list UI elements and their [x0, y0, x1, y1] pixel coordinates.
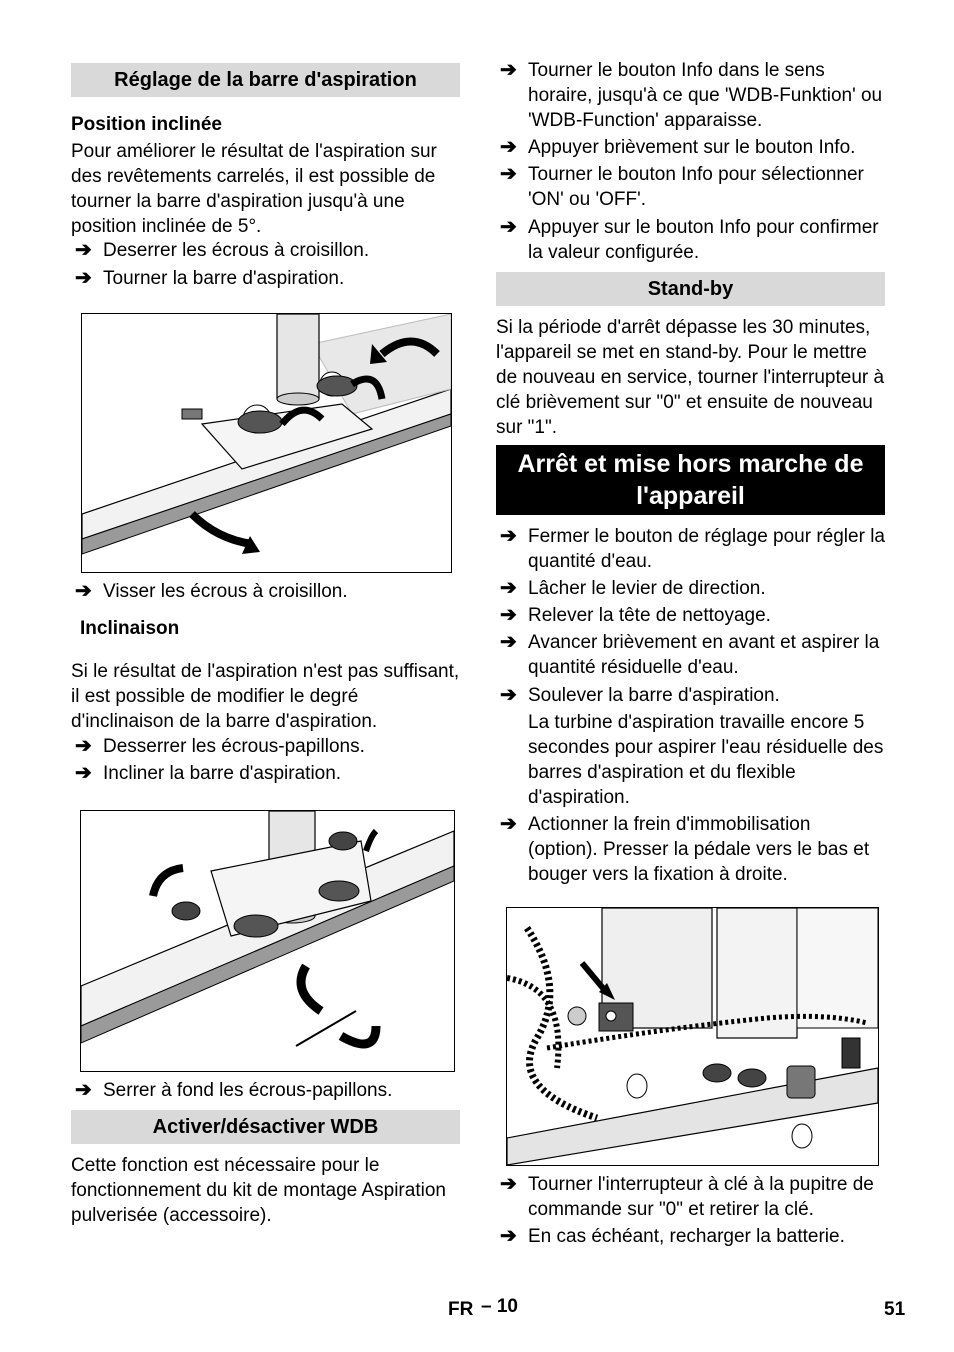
arrow-right-icon: ➔	[500, 136, 517, 158]
step-text: Incliner la barre d'aspiration.	[103, 763, 342, 784]
squeegee-illustration	[82, 314, 451, 572]
para-wdb: Cette fonction est nécessaire pour le fonctionnement du kit de montage Aspiration pulverisée (accessoire).	[71, 1155, 446, 1226]
para-standby: Si la période d'arrêt dépasse les 30 minutes, l'appareil se met en stand-by. Pour le mettre de nouveau en service, tourner l'interrupteur à clé brièvement sur "0" et ensuite de nouveau sur "1".	[496, 317, 885, 438]
step-item	[496, 1224, 885, 1249]
step-text: Tourner l'interrupteur à clé à la pupitre de commande sur "0" et retirer la clé.	[528, 1174, 874, 1220]
figure-squeegee-tilt	[80, 810, 455, 1072]
arrow-right-icon: ➔	[500, 525, 517, 547]
step-text: Actionner la frein d'immobilisation (option). Presser la pédale vers le bas et bouger vers la fixation à droite.	[528, 814, 870, 885]
step-text: Tourner le bouton Info pour sélectionner 'ON' ou 'OFF'.	[528, 164, 864, 210]
step-item	[71, 266, 460, 291]
figure-parking-brake	[506, 907, 879, 1166]
para-position: Pour améliorer le résultat de l'aspiration sur des revêtements carrelés, il est possible de tourner la barre d'aspiration jusqu'à une position inclinée de 5°.	[71, 141, 437, 237]
arrow-right-icon: ➔	[500, 631, 517, 653]
step-item	[496, 135, 885, 160]
step-item	[496, 683, 885, 708]
section-title-wdb: Activer/désactiver WDB	[71, 1110, 460, 1144]
step-text: Relever la tête de nettoyage.	[528, 605, 771, 626]
section-title-standby: Stand-by	[496, 272, 885, 306]
arrow-right-icon: ➔	[500, 577, 517, 599]
arrow-right-icon: ➔	[500, 1173, 517, 1195]
arrow-right-icon: ➔	[75, 580, 92, 602]
footer-page-number: 51	[884, 1299, 906, 1320]
arrow-right-icon: ➔	[75, 239, 92, 261]
step-item	[496, 524, 885, 574]
step-text: Fermer le bouton de réglage pour régler la quantité d'eau.	[528, 526, 885, 572]
footer-language: FR	[448, 1299, 474, 1320]
arrow-right-icon: ➔	[500, 813, 517, 835]
step-text: Tourner la barre d'aspiration.	[103, 268, 345, 289]
step-item	[71, 1078, 460, 1103]
arrow-right-icon: ➔	[500, 59, 517, 81]
arrow-right-icon: ➔	[500, 163, 517, 185]
parking-brake-illustration	[507, 908, 878, 1165]
step-text: Appuyer brièvement sur le bouton Info.	[528, 137, 856, 158]
step-text: Appuyer sur le bouton Info pour confirmer la valeur configurée.	[528, 217, 879, 263]
figure-squeegee-rotate	[81, 313, 452, 573]
step-item	[71, 761, 460, 786]
step-text: Tourner le bouton Info dans le sens horaire, jusqu'à ce que 'WDB-Funktion' ou 'WDB-Function' apparaisse.	[528, 60, 883, 131]
footer-page-local: – 10	[481, 1296, 518, 1317]
step-item	[496, 576, 885, 601]
step-item	[71, 579, 460, 604]
arrow-right-icon: ➔	[500, 216, 517, 238]
step-text: Desserrer les écrous-papillons.	[103, 736, 365, 757]
step-text: En cas échéant, recharger la batterie.	[528, 1226, 845, 1247]
para-turbine: La turbine d'aspiration travaille encore 5 secondes pour aspirer l'eau résiduelle des barres d'aspiration et du flexible d'aspiration.	[528, 712, 884, 808]
step-item	[496, 58, 885, 133]
step-item	[71, 734, 460, 759]
step-text: Deserrer les écrous à croisillon.	[103, 240, 370, 261]
chapter-title-arret: Arrêt et mise hors marche de l'appareil	[496, 445, 885, 515]
step-item	[71, 238, 460, 263]
step-item	[496, 603, 885, 628]
arrow-right-icon: ➔	[75, 735, 92, 757]
step-text: Soulever la barre d'aspiration.	[528, 685, 780, 706]
arrow-right-icon: ➔	[75, 762, 92, 784]
step-item	[496, 812, 885, 887]
arrow-right-icon: ➔	[75, 267, 92, 289]
para-inclinaison: Si le résultat de l'aspiration n'est pas suffisant, il est possible de modifier le degré d'inclinaison de la barre d'aspiration.	[71, 661, 460, 732]
squeegee-tilt-illustration	[81, 811, 454, 1071]
step-text: Serrer à fond les écrous-papillons.	[103, 1080, 393, 1101]
step-item	[496, 162, 885, 212]
step-text: Avancer brièvement en avant et aspirer la quantité résiduelle d'eau.	[528, 632, 880, 678]
step-text: Visser les écrous à croisillon.	[103, 581, 348, 602]
subhead-inclinaison: Inclinaison	[80, 618, 180, 639]
arrow-right-icon: ➔	[500, 684, 517, 706]
arrow-right-icon: ➔	[500, 1225, 517, 1247]
step-item	[496, 215, 885, 265]
step-text: Lâcher le levier de direction.	[528, 578, 766, 599]
arrow-right-icon: ➔	[75, 1079, 92, 1101]
subhead-position-inclinee: Position inclinée	[71, 114, 222, 135]
arrow-right-icon: ➔	[500, 604, 517, 626]
section-title-barre: Réglage de la barre d'aspiration	[71, 63, 460, 97]
step-item	[496, 1172, 885, 1222]
step-item	[496, 630, 885, 680]
